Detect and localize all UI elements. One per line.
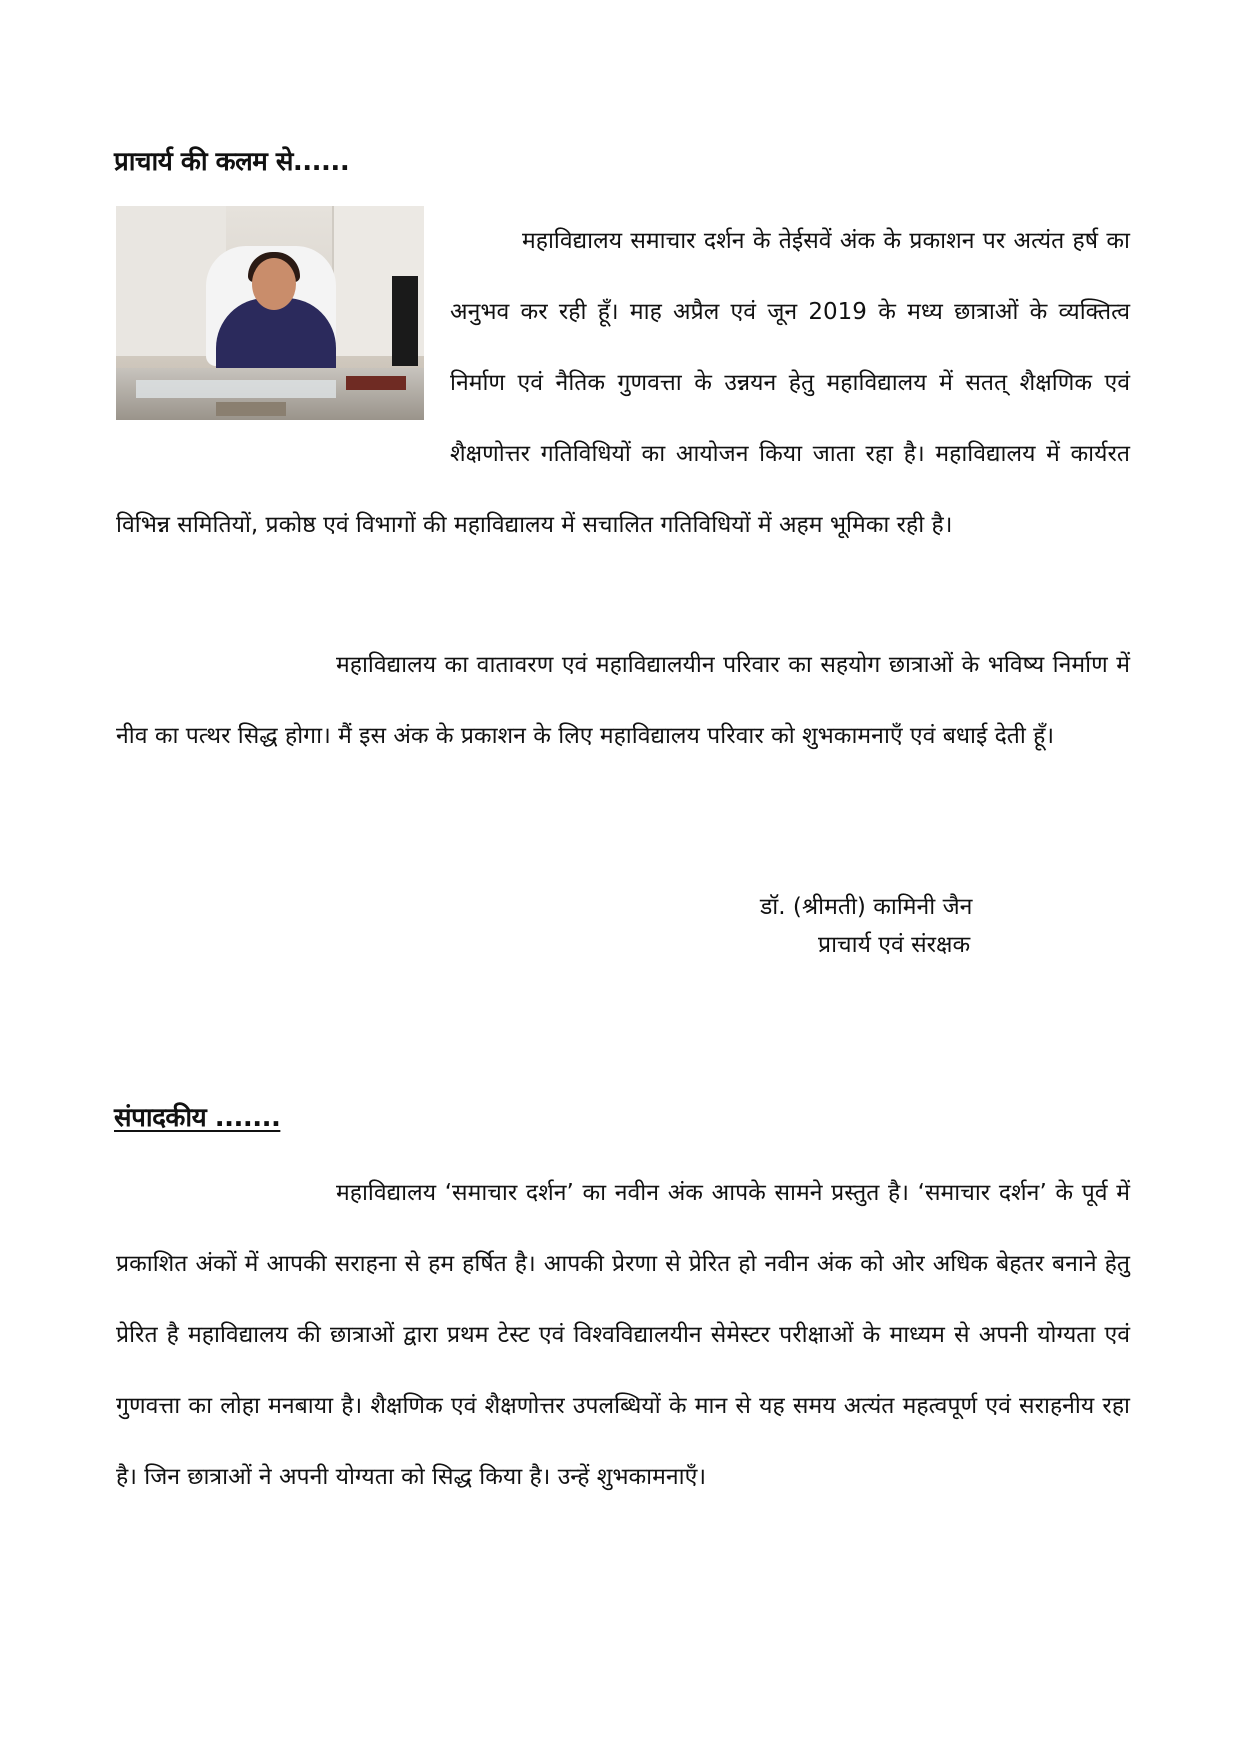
signature-title: प्राचार्य एवं संरक्षक xyxy=(818,932,971,958)
editorial-paragraph: महाविद्यालय ‘समाचार दर्शन’ का नवीन अंक आपके सामने प्रस्तुत है। ‘समाचार दर्शन’ के पूर्व में प्रकाशित अंकों में आपकी सराहना से हम हर्षित है। आपकी प्रेरणा से प्रेरित हो नवीन अंक को ओर अधिक बेहतर बनाने हेतु प्रेरित है महाविद्यालय की छात्राओं द्वारा प्रथम टेस्ट एवं विश्वविद्यालयीन सेमेस्टर परीक्षाओं के माध्यम से अपनी योग्यता एवं गुणवत्ता का लोहा मनबाया है। शैक्षणिक एवं शैक्षणोत्तर उपलब्धियों के मान से यह समय अत्यंत महत्वपूर्ण एवं सराहनीय रहा है। जिन छात्राओं ने अपनी योग्यता को सिद्ध किया है। उन्हें शुभकामनाएँ। xyxy=(116,1180,1130,1490)
principal-paragraph-1-block xyxy=(116,206,1130,561)
principal-paragraph-1: महाविद्यालय समाचार दर्शन के तेईसवें अंक के प्रकाशन पर अत्यंत हर्ष का अनुभव कर रही हूँ। माह अप्रैल एवं जून 2019 के मध्य छात्राओं के व्यक्तित्व निर्माण एवं नैतिक गुणवत्ता के उन्नयन हेतु महाविद्यालय में सतत् शैक्षणिक एवं शैक्षणोत्तर गतिविधियों का आयोजन किया जाता रहा है। महाविद्यालय में कार्यरत विभिन्न समितियों, प्रकोष्ठ एवं विभागों की महाविद्यालय में सचालित गतिविधियों में अहम भूमिका रही है। xyxy=(116,228,1130,538)
principal-section-heading: प्राचार्य की कलम से...... xyxy=(114,147,350,177)
principal-paragraph-2: महाविद्यालय का वातावरण एवं महाविद्यालयीन परिवार का सहयोग छात्राओं के भविष्य निर्माण में नीव का पत्थर सिद्ध होगा। मैं इस अंक के प्रकाशन के लिए महाविद्यालय परिवार को शुभकामनाएँ एवं बधाई देती हूँ। xyxy=(116,652,1130,749)
principal-signature xyxy=(760,888,972,964)
signature-name: डॉ. (श्रीमती) कामिनी जैन xyxy=(760,894,973,920)
principal-photo xyxy=(116,206,424,420)
editorial-section-heading: संपादकीय ....... xyxy=(114,1103,281,1133)
